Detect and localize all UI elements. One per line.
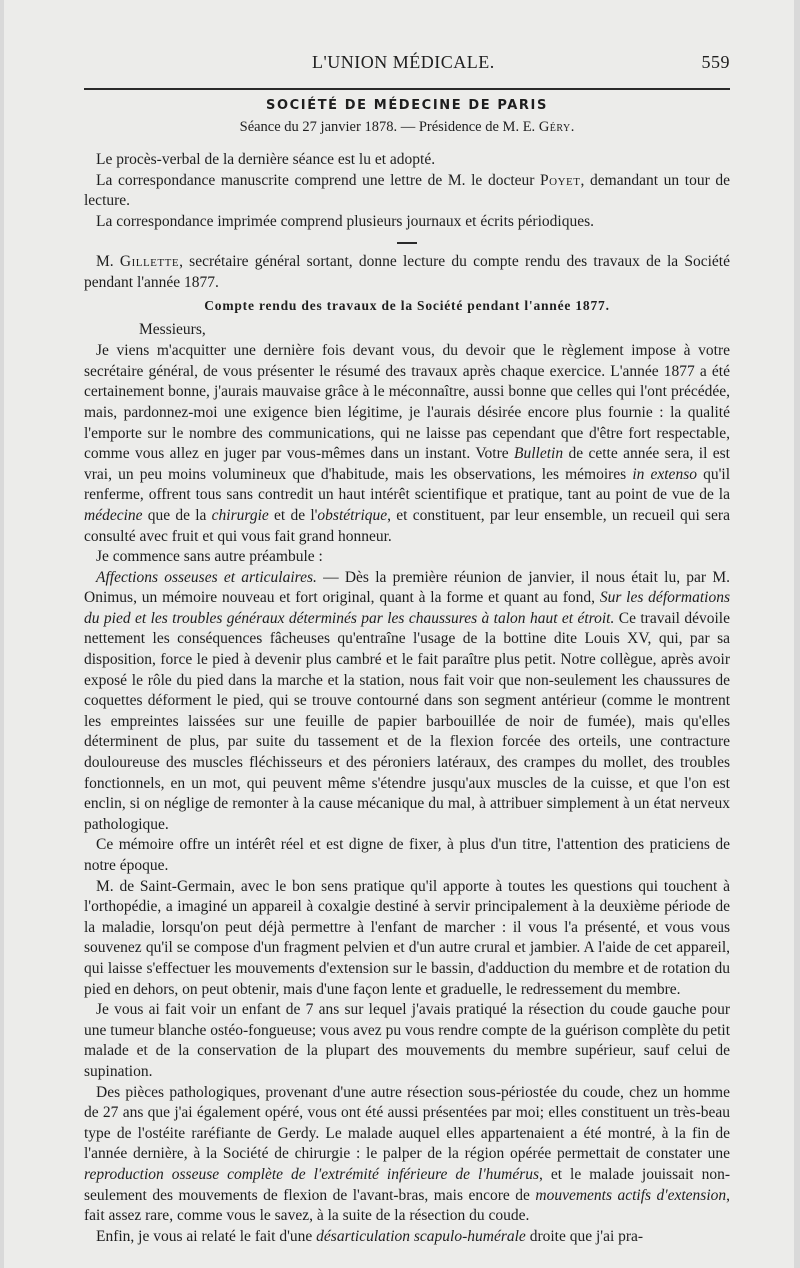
section-heading: Affections osseuses et articulaires.	[96, 568, 317, 586]
saint-germain-paragraph: M. de Saint-Germain, avec le bon sens pratique qu'il apporte à toutes les questions qui touchent à l'orthopédie, a imaginé un appareil à coxalgie destiné à servir principalement à la deuxième période de la maladie, lorsqu'on peut déjà permettre à l'enfant de marcher : il vous l'a présenté, et vous vous souvenez qu'il se compose d'un fragment pelvien et d'un autre crural et jambier. A l'aide de cet appareil, qui laisse s'effectuer les mouvements d'extension sur le bassin, d'adduction du membre et de rotation du pied en dehors, on peut obtenir, mais d'une façon lente et graduelle, le redressement du membre.	[84, 877, 730, 998]
section-separator	[397, 242, 417, 244]
running-head	[84, 52, 730, 82]
correspondance-manuscrite-paragraph: La correspondance manuscrite comprend une lettre de M. le docteur Poyet, demandant un tour de lecture.	[84, 171, 730, 210]
proces-verbal-paragraph: Le procès-verbal de la dernière séance est lu et adopté.	[96, 151, 436, 168]
intro-paragraph: Je viens m'acquitter une dernière fois devant vous, du devoir que le règlement impose à votre secrétaire général, de vous présenter le résumé des travaux après chaque exercice. L'année 1877 a été certainement bonne, j'aurais mauvaise grâce à le méconnaître, aussi bonne que celles qui l'ont précédée, mais, pardonnez-moi une exigence bien légitime, je l'aurais désirée encore plus fournie : la qualité l'emporte sur le nombre des communications, qui ne laisse pas cependant que d'être fort respectable, comme vous allez en juger par vous-mêmes dans un instant. Votre Bulletin de cette année sera, il est vrai, un peu moins volumineux que d'habitude, mais les observations, les mémoires in extenso qu'il renferme, offrent tous sans contredit un haut intérêt scientifique et pratique, tant au point de vue de la médecine que de la chirurgie et de l'obstétrique, et constituent, par leur ensemble, un recueil qui sera consulté avec fruit et qui vous fait grand honneur.	[84, 342, 730, 545]
enfant-paragraph: Je vous ai fait voir un enfant de 7 ans sur lequel j'avais pratiqué la résection du coude gauche pour une tumeur blanche ostéo-fongueuse; vous avez pu vous rendre compte de la guérison complète du petit malade et de la conservation de la plupart des mouvements du membre supérieur, sauf celui de supination.	[84, 1001, 730, 1080]
document-page	[4, 0, 794, 1268]
journal-title: L'UNION MÉDICALE.	[312, 52, 495, 72]
preamble-paragraph: Je commence sans autre préambule :	[96, 548, 323, 566]
affections-paragraph: Affections osseuses et articulaires. — Dès la première réunion de janvier, il nous était lu, par M. Onimus, un mémoire nouveau et fort original, quant à la forme et quant au fond, Sur les déformations du pied et les troubles généraux déterminés par les chaussures à talon haut et étroit. Ce travail dévoile nettement les conséquences fâcheuses qu'entraîne l'usage de la bottine dite Louis XV, qui, par sa disposition, force le pied à devenir plus cambré et le fait paraître plus petit. Notre collègue, après avoir exposé le rôle du pied dans la marche et la station, nous fait voir que non-seulement les chaussures de coquettes déforment le pied, qui se trouve contourné dans son segment antérieur (comme le montrent les empreintes laissées sur une feuille de papier barbouillée de noir de fumée), mais qu'elles déterminent de plus, par suite du tassement et de la flexion forcée des orteils, une contracture douloureuse des muscles fléchisseurs et des péroniers latéraux, des crampes du mollet, des troubles fonctionnels, en un mot, qui peuvent même s'étendre jusqu'aux muscles de la cuisse, et que l'on est enclin, si on néglige de remonter à la cause mécanique du mal, à attribuer simplement à un état nerveux pathologique.	[84, 568, 730, 833]
society-title: SOCIÉTÉ DE MÉDECINE DE PARIS	[266, 98, 548, 113]
president-name: Géry	[538, 119, 571, 135]
pieces-paragraph: Des pièces pathologiques, provenant d'une autre résection sous-périostée du coude, chez un homme de 27 ans que j'ai également opéré, vous ont été aussi présentées par moi; elles constituent un très-beau type de l'ostéite raréfiante de Gerdy. Le malade auquel elles appartenaient a été montré, à la fin de l'année dernière, à la Société de chirurgie : le palper de la région opérée permettait de constater une reproduction osseuse complète de l'extrémité inférieure de l'humérus, et le malade jouissait non-seulement des mouvements de flexion de l'avant-bras, mais encore de mouvements actifs d'extension, fait assez rare, comme vous le savez, à la suite de la résection du coude.	[84, 1083, 730, 1225]
header-rule	[84, 88, 730, 90]
seance-line: Séance du 27 janvier 1878. — Présidence de M. E. Géry.	[239, 119, 575, 135]
correspondance-imprimee-paragraph: La correspondance imprimée comprend plusieurs journaux et écrits périodiques.	[96, 212, 594, 230]
secretary-name: Gillette	[119, 253, 180, 271]
salutation: Messieurs,	[139, 320, 206, 338]
report-title: Compte rendu des travaux de la Société pendant l'année 1877.	[204, 297, 610, 313]
enfin-paragraph: Enfin, je vous ai relaté le fait d'une désarticulation scapulo-humérale droite que j'ai pra-	[96, 1227, 644, 1245]
memoire-paragraph: Ce mémoire offre un intérêt réel et est digne de fixer, à plus d'un titre, l'attention des praticiens de notre époque.	[84, 836, 730, 874]
author-name: Poyet	[540, 171, 581, 189]
page-number: 559	[701, 52, 730, 72]
gillette-paragraph: M. Gillette, secrétaire général sortant, donne lecture du compte rendu des travaux de la Société pendant l'année 1877.	[84, 253, 730, 291]
